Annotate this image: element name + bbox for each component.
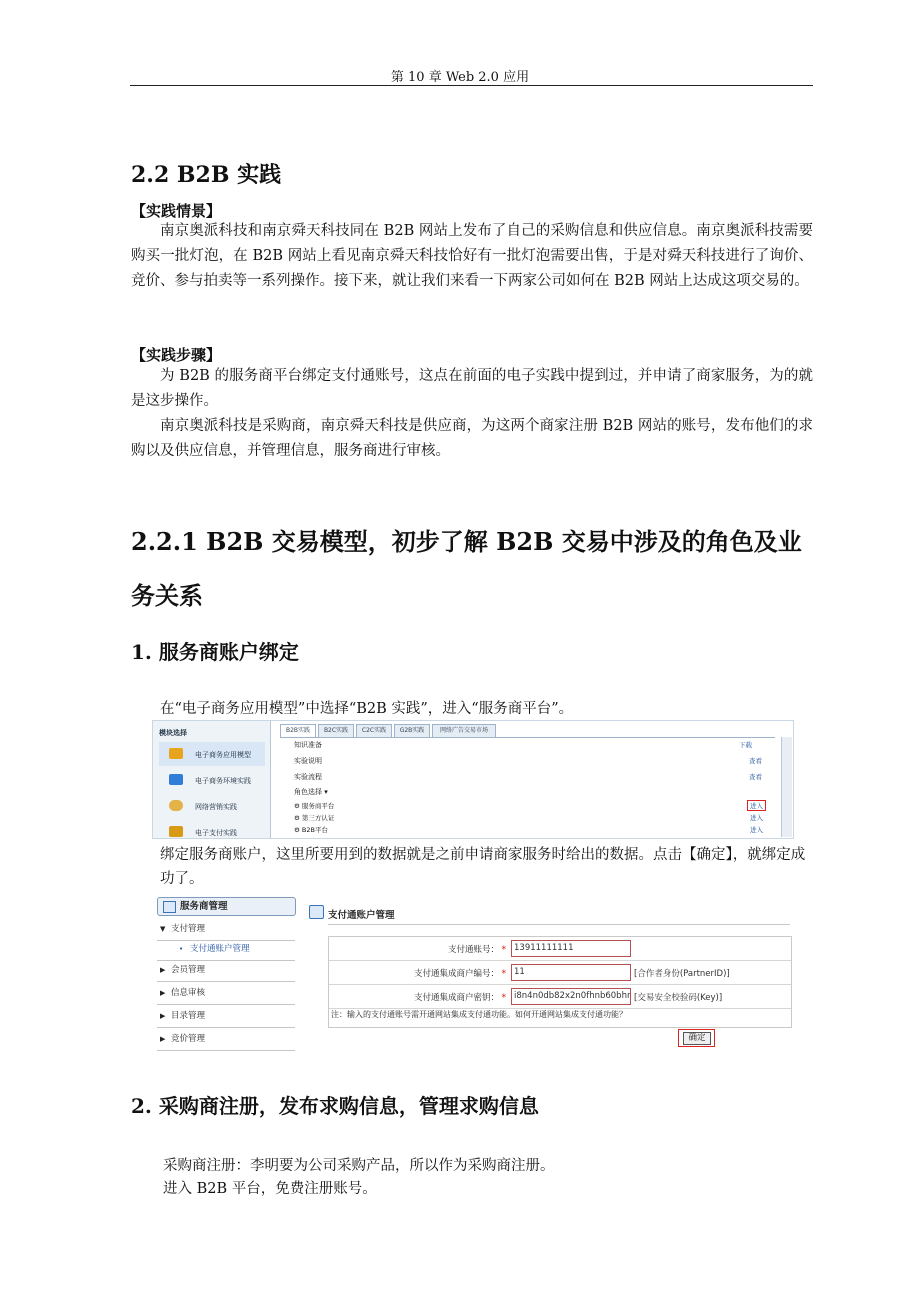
tab-ad-market[interactable]: 网络广告交易市场: [432, 724, 496, 738]
account-screenshot: [155, 895, 795, 1055]
gear-icon: ⚙: [294, 814, 300, 822]
form-row: [329, 961, 791, 985]
title-divider: [328, 924, 790, 925]
field-hint: [合作者身份(PartnerID)]: [634, 969, 730, 979]
steps-para-2: 南京奥派科技是采购商，南京舜天科技是供应商，为这两个商家注册 B2B 网站的账号，发布他们的求购以及供应信息，并管理信息，服务商进行审核。: [131, 418, 813, 459]
menu-header: 服务商管理: [157, 897, 296, 916]
row-label: 实验流程: [294, 773, 322, 781]
sidebar-title: 模块选择: [159, 729, 187, 737]
row-label: 实验说明: [294, 757, 322, 765]
form-row: [329, 937, 791, 961]
role-select[interactable]: 角色选择 ▾: [294, 788, 328, 796]
tab-g2b[interactable]: G2B实践: [394, 724, 430, 738]
step2-line-1: 采购商注册：李明要为公司采购产品，所以作为采购商注册。: [163, 1158, 555, 1174]
scenario-text: 南京奥派科技和南京舜天科技同在 B2B 网站上发布了自己的采购信息和供应信息。南京奥派科技需要购买一批灯泡，在 B2B 网站上看见南京舜天科技恰好有一批灯泡需要出售，于是对舜天科技进行了询价、竞价、参与拍卖等一系列操作。接下来，就让我们来看一下两家公司如何在 B2B 网站上达成这项交易的。: [131, 223, 813, 289]
chapter-header: 第 10 章 Web 2.0 应用: [390, 70, 530, 85]
module-item[interactable]: 电子商务应用模型: [159, 742, 265, 766]
service-icon: [163, 901, 176, 913]
steps-para-1: 为 B2B 的服务商平台绑定支付通账号，这点在前面的电子实践中提到过，并申请了商家服务，为的就是这步操作。: [131, 368, 813, 409]
bullet-icon: •: [179, 945, 184, 953]
payment-icon: [169, 826, 183, 837]
field-label: 支付通账号： *: [448, 945, 506, 955]
menu-item-review[interactable]: ▶ 信息审核: [157, 982, 295, 1005]
menu-item-account[interactable]: • 支付通账户管理: [157, 938, 295, 961]
cart-icon: [169, 748, 183, 759]
step1-intro: 在“电子商务应用模型”中选择“B2B 实践”，进入“服务商平台”。: [160, 701, 574, 717]
step2-line-2: 进入 B2B 平台，免费注册账号。: [163, 1181, 377, 1197]
triangle-down-icon: ▼: [160, 925, 166, 933]
enter-link[interactable]: 进入: [747, 800, 766, 811]
role-row: ⚙ 第三方认证: [294, 814, 335, 822]
download-link[interactable]: 下载: [739, 741, 752, 749]
scrollbar[interactable]: [781, 737, 792, 837]
role-row: ⚙ 服务商平台: [294, 802, 335, 810]
form-row: [329, 985, 791, 1009]
triangle-right-icon: ▶: [160, 966, 166, 974]
panel-title: 支付通账户管理: [328, 907, 395, 921]
row-label: 知识准备: [294, 741, 322, 749]
step1-title: 1. 服务商账户绑定: [131, 640, 299, 664]
key-input[interactable]: i8n4n0db82x2n0fhnb60bhr: [511, 988, 631, 1005]
enter-link[interactable]: 进入: [750, 826, 763, 834]
subsection-title: 2.2.1 B2B 交易模型，初步了解 B2B 交易中涉及的角色及业务关系: [131, 527, 802, 610]
gear-icon: ⚙: [294, 802, 300, 810]
marketing-icon: [169, 800, 183, 811]
partner-id-input[interactable]: 11: [511, 964, 631, 981]
step1-after: 绑定服务商账户，这里所要用到的数据就是之前申请商家服务时给出的数据。点击【确定】，就绑定成功了。: [160, 847, 806, 887]
triangle-right-icon: ▶: [160, 1035, 166, 1043]
menu-item-catalog[interactable]: ▶ 目录管理: [157, 1005, 295, 1028]
field-label: 支付通集成商户密钥： *: [414, 993, 506, 1003]
module-item[interactable]: 电子支付实践: [159, 820, 265, 839]
confirm-button[interactable]: 确定: [683, 1032, 711, 1045]
menu-item-member[interactable]: ▶ 会员管理: [157, 959, 295, 982]
menu-item-bidding[interactable]: ▶ 竞价管理: [157, 1028, 295, 1051]
header-rule: [130, 85, 813, 86]
enter-link[interactable]: 进入: [750, 814, 763, 822]
role-row: ⚙ B2B平台: [294, 826, 328, 834]
module-item[interactable]: 网络营销实践: [159, 794, 265, 818]
triangle-right-icon: ▶: [160, 1012, 166, 1020]
account-input[interactable]: 13911111111: [511, 940, 631, 957]
account-form: [328, 936, 792, 1028]
view-link[interactable]: 查看: [749, 773, 762, 781]
step2-title: 2. 采购商注册，发布求购信息，管理求购信息: [131, 1094, 539, 1118]
practice-panel: [280, 737, 775, 839]
confirm-highlight: [678, 1029, 715, 1047]
tab-b2b[interactable]: B2B实践: [280, 724, 316, 738]
view-link[interactable]: 查看: [749, 757, 762, 765]
triangle-right-icon: ▶: [160, 989, 166, 997]
menu-item-payment[interactable]: ▼ 支付管理: [157, 918, 295, 941]
section-title: 2.2 B2B 实践: [131, 162, 282, 188]
platform-screenshot: [152, 720, 794, 839]
module-sidebar: [153, 721, 271, 838]
steps-label: 【实践步骤】: [131, 346, 222, 364]
panel-icon: [309, 905, 324, 919]
tab-b2c[interactable]: B2C实践: [318, 724, 354, 738]
scenario-label: 【实践情景】: [131, 202, 222, 220]
gear-icon: ⚙: [294, 826, 300, 834]
module-item[interactable]: 电子商务环境实践: [159, 768, 265, 792]
tab-c2c[interactable]: C2C实践: [356, 724, 392, 738]
field-hint: [交易安全校验码(Key)]: [634, 993, 723, 1003]
field-label: 支付通集成商户编号： *: [414, 969, 506, 979]
form-note: 注：输入的支付通账号需开通网站集成支付通功能。如何开通网站集成支付通功能？: [331, 1010, 627, 1019]
monitor-icon: [169, 774, 183, 785]
